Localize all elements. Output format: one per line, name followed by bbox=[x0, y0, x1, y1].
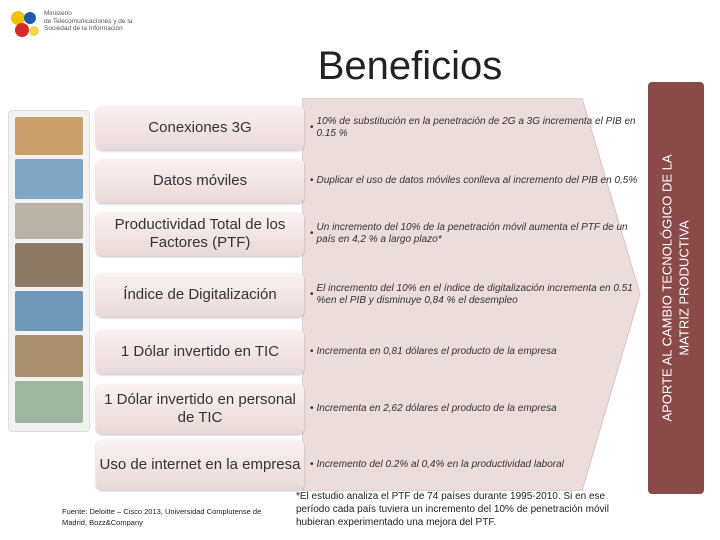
collage-photo bbox=[15, 291, 83, 331]
benefit-description: • Incrementa en 0,81 dólares el producto de la empresa bbox=[310, 346, 557, 357]
benefit-label: 1 Dólar invertido en personal de TIC bbox=[96, 384, 304, 434]
side-panel-line-1: APORTE AL CAMBIO TECNOLÓGICO DE LA bbox=[660, 154, 675, 422]
benefit-label: Conexiones 3G bbox=[96, 106, 304, 150]
collage-photo bbox=[15, 159, 83, 199]
benefit-description-text: Un incremento del 10% de la penetración móvil aumenta el PTF de un país en 4,2 % a largo plazo* bbox=[316, 222, 628, 245]
benefit-label: Índice de Digitalización bbox=[96, 273, 304, 317]
benefit-row bbox=[96, 440, 644, 490]
benefit-row bbox=[96, 159, 644, 203]
benefit-row bbox=[96, 273, 644, 317]
photo-collage bbox=[8, 110, 90, 432]
benefit-label: Datos móviles bbox=[96, 159, 304, 203]
ministry-name bbox=[44, 10, 132, 33]
collage-photo bbox=[15, 335, 83, 377]
benefit-description: • El incremento del 10% en el índice de digitalización incrementa en 0.51 %en el PIB y disminuye 0,84 % el desempleo bbox=[310, 273, 638, 317]
study-footnote: *El estudio analiza el PTF de 74 países durante 1995-2010. Si en ese período cada país tuviera un incremento del 10% de penetración móvil hubieran experimentado una mejora del PTF. bbox=[296, 491, 609, 528]
logo-line-1: Ministerio bbox=[44, 10, 72, 17]
collage-photo bbox=[15, 203, 83, 239]
benefit-description-text: 10% de substitución en la penetración de 2G a 3G incrementa el PIB en 0.15 % bbox=[316, 116, 636, 139]
benefit-row bbox=[96, 330, 644, 374]
benefit-row bbox=[96, 384, 644, 434]
benefit-description-text: Incremento del 0.2% al 0,4% en la productividad laboral bbox=[316, 459, 564, 470]
benefit-description: • Duplicar el uso de datos móviles conlleva al incremento del PIB en 0,5% bbox=[310, 175, 638, 186]
benefit-description: • Incremento del 0.2% al 0,4% en la productividad laboral bbox=[310, 459, 564, 470]
benefit-label: Uso de internet en la empresa bbox=[96, 440, 304, 490]
benefit-description: • Un incremento del 10% de la penetración móvil aumenta el PTF de un país en 4,2 % a largo plazo* bbox=[310, 212, 638, 256]
side-panel-text bbox=[648, 82, 704, 494]
collage-photo bbox=[15, 381, 83, 423]
side-panel-line-2: MATRIZ PRODUCTIVA bbox=[677, 220, 692, 356]
benefit-row bbox=[96, 212, 644, 256]
benefit-description: • Incrementa en 2,62 dólares el producto de la empresa bbox=[310, 403, 557, 414]
page-title: Beneficios bbox=[317, 44, 503, 88]
collage-photo bbox=[15, 117, 83, 155]
ministry-emblem-icon bbox=[8, 8, 44, 40]
benefit-description-text: Incrementa en 2,62 dólares el producto de la empresa bbox=[316, 403, 557, 414]
benefit-description: • 10% de substitución en la penetración de 2G a 3G incrementa el PIB en 0.15 % bbox=[310, 106, 638, 150]
benefit-row bbox=[96, 106, 644, 150]
benefit-description-text: El incremento del 10% en el índice de digitalización incrementa en 0.51 %en el PIB y disminuye 0,84 % el desempleo bbox=[316, 283, 633, 306]
source-citation: Fuente: Deloitte – Cisco 2013, Universidad Complutense de Madrid, Bozz&Company bbox=[62, 507, 262, 527]
benefit-label: 1 Dólar invertido en TIC bbox=[96, 330, 304, 374]
logo-line-3: Sociedad de la Información bbox=[44, 25, 123, 32]
logo-line-2: de Telecomunicaciones y de la bbox=[44, 17, 133, 25]
benefit-description-text: Incrementa en 0,81 dólares el producto de la empresa bbox=[316, 346, 557, 357]
benefit-description-text: Duplicar el uso de datos móviles conlleva al incremento del PIB en 0,5% bbox=[316, 175, 638, 186]
collage-photo bbox=[15, 243, 83, 287]
benefit-label: Productividad Total de los Factores (PTF) bbox=[96, 212, 304, 256]
